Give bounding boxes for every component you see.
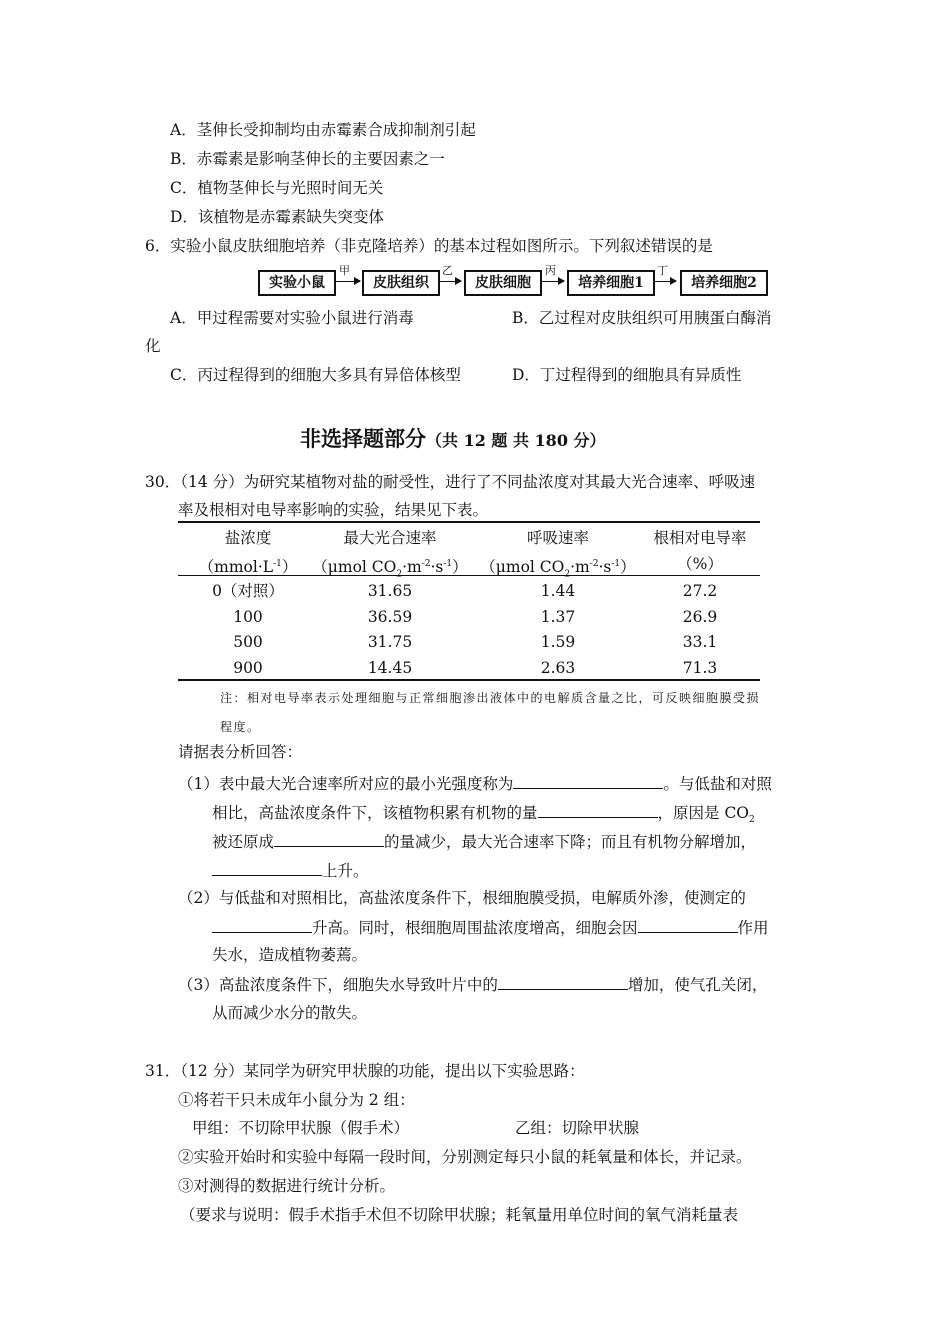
q30-part3-l2: 从而减少水分的散失。 xyxy=(212,1004,368,1022)
q31-group-b: 乙组：切除甲状腺 xyxy=(515,1119,640,1137)
q30-part1-l2: 相比，高盐浓度条件下，该植物积累有机物的量 ，原因是 $CO_2$ xyxy=(212,801,755,831)
q5-option-a: A．茎伸长受抑制均由赤霉素合成抑制剂引起 xyxy=(170,121,476,139)
flow-box: 实验小鼠 xyxy=(258,270,336,296)
answer-blank[interactable] xyxy=(212,916,312,933)
q30-part2: （2）与低盐和对照相比，高盐浓度条件下，根细胞膜受损，电解质外渗，使测定的 xyxy=(178,889,746,907)
q30-line1: 30．（14 分）为研究某植物对盐的耐受性，进行了不同盐浓度对其最大光合速率、呼吸速 xyxy=(145,473,756,491)
table-cell: 14.45 xyxy=(367,659,413,678)
answer-blank[interactable] xyxy=(538,801,658,818)
table-rule xyxy=(178,679,760,681)
q30-part1-l4: 上升。 xyxy=(212,859,369,882)
q30-part3: （3）高盐浓度条件下，细胞失水导致叶片中的 增加，使气孔关闭， xyxy=(178,973,767,996)
answer-blank[interactable] xyxy=(274,830,384,847)
header-unit: （μmol $CO_2\cdot m^{-2}\cdot s^{-1}$） xyxy=(312,558,468,580)
table-cell: 36.59 xyxy=(367,607,413,626)
table-cell: 0（对照） xyxy=(212,582,284,600)
q6-option-d: D．丁过程得到的细胞具有异质性 xyxy=(512,366,742,384)
table-cell: 1.37 xyxy=(540,607,576,626)
q30-part2-l3: 失水，造成植物萎蔫。 xyxy=(212,946,368,964)
table-note-cont: 程度。 xyxy=(220,720,261,734)
q5-option-d: D．该植物是赤霉素缺失突变体 xyxy=(170,208,384,226)
q31-step1: ①将若干只未成年小鼠分为 2 组： xyxy=(178,1091,415,1109)
table-cell: 31.65 xyxy=(367,582,413,600)
flow-box: 皮肤组织 xyxy=(362,270,440,296)
header-cell: 呼吸速率 xyxy=(526,529,589,547)
q31-step2: ②实验开始时和实验中每隔一段时间，分别测定每只小鼠的耗氧量和体长，并记录。 xyxy=(178,1148,752,1166)
q6-option-b-cont: 化 xyxy=(145,337,161,355)
header-unit: （%） xyxy=(677,555,723,573)
section-heading xyxy=(300,428,606,452)
q31-step3: ③对测得的数据进行统计分析。 xyxy=(178,1177,396,1195)
section-subtitle: （共 12 题 共 180 分） xyxy=(426,431,606,450)
answer-blank[interactable] xyxy=(638,916,738,933)
q5-option-c: C．植物茎伸长与光照时间无关 xyxy=(170,179,384,197)
step-label: 丁 xyxy=(657,264,668,277)
step-label: 丙 xyxy=(545,264,556,277)
q31-notes: （要求与说明：假手术指手术但不切除甲状腺；耗氧量用单位时间的氧气消耗量表 xyxy=(180,1206,739,1224)
q6-option-a: A．甲过程需要对实验小鼠进行消毒 xyxy=(170,309,414,327)
table-cell: 71.3 xyxy=(682,659,718,678)
q30-part2-l2: 升高。同时，根细胞周围盐浓度增高，细胞会因 作用 xyxy=(212,916,769,939)
answer-blank[interactable] xyxy=(498,973,628,990)
table-cell: 1.44 xyxy=(540,582,576,600)
header-cell: 最大光合速率 xyxy=(343,529,437,547)
arrow-icon xyxy=(542,281,564,282)
arrow-icon xyxy=(336,281,360,282)
table-cell: 500 xyxy=(233,633,263,652)
q30-line2: 率及根相对电导率影响的实验，结果见下表。 xyxy=(178,501,489,519)
prompt: 请据表分析回答： xyxy=(178,743,303,761)
step-label: 甲 xyxy=(339,264,350,277)
table-cell: 31.75 xyxy=(367,633,413,652)
table-cell: 33.1 xyxy=(682,633,718,652)
header-unit: （μmol $CO_2\cdot m^{-2}\cdot s^{-1}$） xyxy=(480,558,636,580)
q6-option-c: C．丙过程得到的细胞大多具有异倍体核型 xyxy=(170,366,461,384)
table-cell: 100 xyxy=(233,607,263,626)
table-note: 注：相对电导率表示处理细胞与正常细胞渗出液体中的电解质含量之比，可反映细胞膜受损 xyxy=(220,691,761,705)
table-cell: 26.9 xyxy=(682,607,718,626)
flow-box: 皮肤细胞 xyxy=(464,270,542,296)
q6-option-b: B．乙过程对皮肤组织可用胰蛋白酶消 xyxy=(512,309,772,327)
step-label: 乙 xyxy=(442,264,453,277)
q31-stem: 31．（12 分）某同学为研究甲状腺的功能，提出以下实验思路： xyxy=(145,1062,585,1080)
q31-group-a: 甲组：不切除甲状腺（假手术） xyxy=(192,1119,410,1137)
flow-box: 培养细胞1 xyxy=(567,270,655,296)
answer-blank[interactable] xyxy=(513,772,663,789)
q30-part1: （1）表中最大光合速率所对应的最小光强度称为 。与低盐和对照 xyxy=(178,772,772,795)
arrow-icon xyxy=(439,281,461,282)
q30-part1-l3: 被还原成 的量减少，最大光合速率下降；而且有机物分解增加， xyxy=(212,830,756,853)
table-rule xyxy=(178,521,760,523)
header-unit: $(mmol\cdot L^{-1})$ xyxy=(198,558,298,577)
q5-option-b: B．赤霉素是影响茎伸长的主要因素之一 xyxy=(170,150,445,168)
table-cell: 2.63 xyxy=(540,659,576,678)
header-cell: 盐浓度 xyxy=(224,529,272,547)
arrow-icon xyxy=(654,281,676,282)
q6-stem: 6．实验小鼠皮肤细胞培养（非克隆培养）的基本过程如图所示。下列叙述错误的是 xyxy=(145,237,713,255)
header-cell: 根相对电导率 xyxy=(653,529,747,547)
section-title: 非选择题部分 xyxy=(300,427,426,451)
table-cell: 1.59 xyxy=(540,633,576,652)
table-cell: 900 xyxy=(233,659,263,678)
answer-blank[interactable] xyxy=(212,859,322,876)
flow-box: 培养细胞2 xyxy=(680,270,768,296)
table-cell: 27.2 xyxy=(682,582,718,600)
